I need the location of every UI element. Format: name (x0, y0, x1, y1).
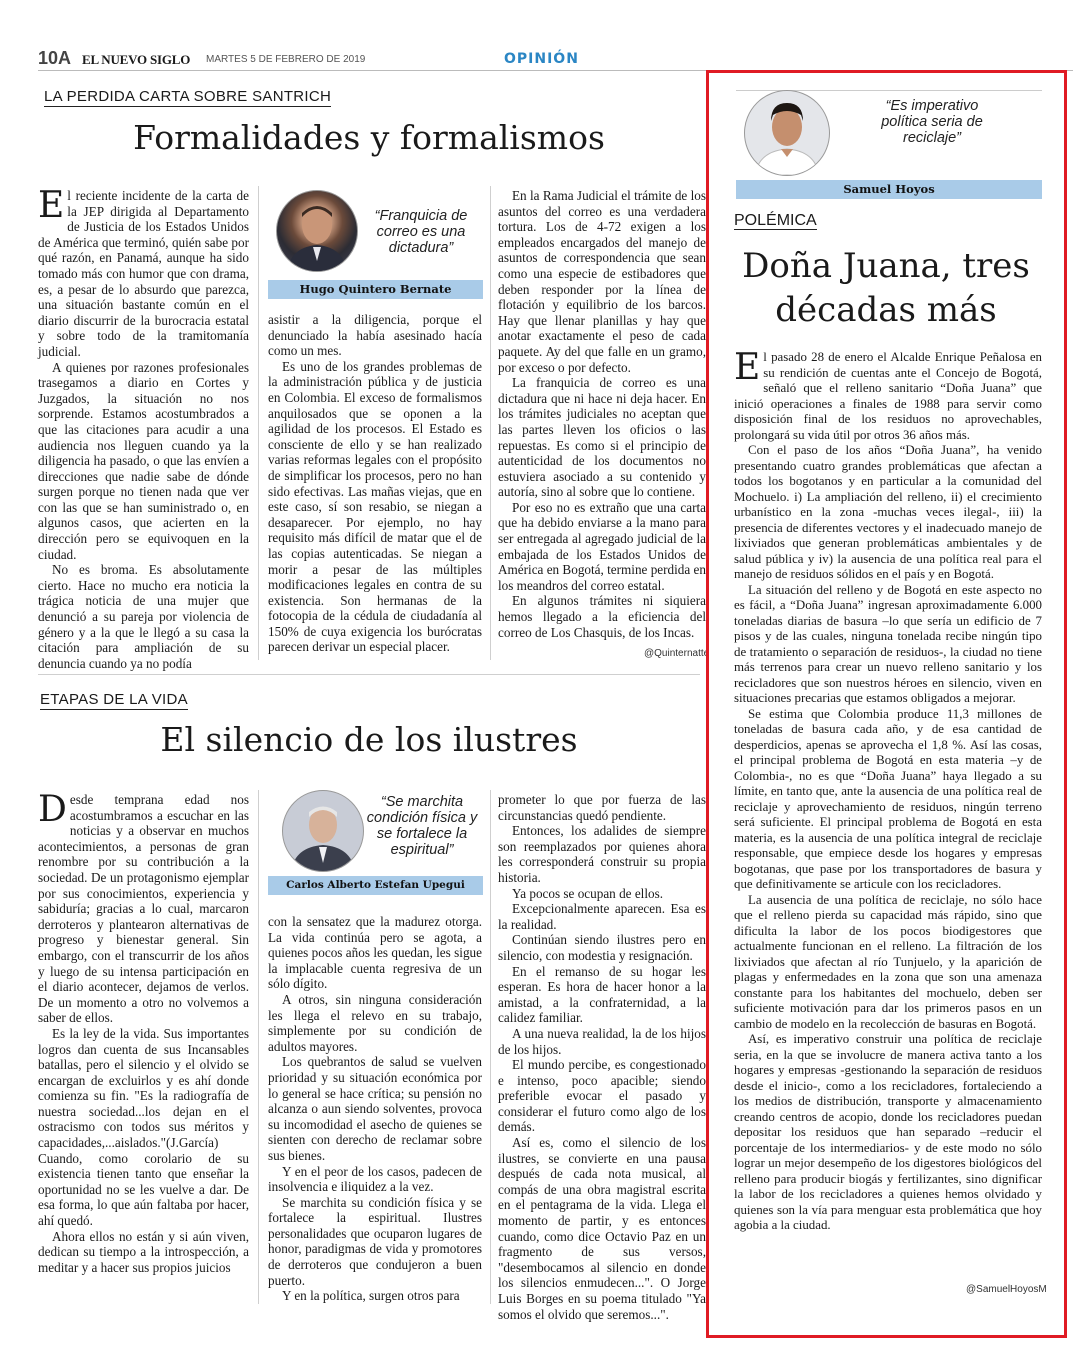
issue-date: MARTES 5 DE FEBRERO DE 2019 (206, 54, 366, 65)
paragraph: La franquicia de correo es una dictadura que ni hace ni deja hacer. En los trámites judiciales no aceptan que las partes lleven los oficios o las repuestas. Es como si el principio de autenticidad de los documentos no estuviera asociado a su contenido y autoría, sino al sobre que lo contiene. (498, 375, 706, 500)
paragraph: Ya pocos se ocupan de ellos. (512, 885, 664, 901)
author-name: Carlos Alberto Estefan Upegui (268, 876, 483, 895)
paragraph: l reciente incidente de la carta de la JEP dirigida al Departamento de Justicia de los Estados Unidos de América que terminó, quién sabe por qué razón, en Panamá, aunque ha sido tomado más con humor que con drama, es, a pesar de lo absurdo que parezca, una situación bastante común en el diario discurrir de la burocracia estatal y sobre todo de la tramitomanía judicial. (38, 188, 249, 359)
paragraph: Los quebrantos de salud se vuelven prioridad y su situación económica por lo general se hace crítica; su pensión no alcanza o aun siendo solventes, provoca su incomodidad el asecho de quienes se sienten con derecho de reclamar sobre sus bienes. (268, 1054, 482, 1163)
paragraph: Y en el peor de los casos, padecen de insolvencia e iliquidez a la vez. (268, 1163, 482, 1195)
drop-cap: D (38, 789, 67, 830)
paragraph: A quienes por razones profesionales trasegamos a diario en Cortes y Juzgados, la situación no nos sorprende. Estamos acostumbrados a que las citaciones para acudir a una audiencia nos lleguen cuando ya la diligencia ha pasado, o que las envíen a direcciones que nadie sabe de dónde surgen porque no tienen nada que ver con las que se han suministrado o, en algunos casos, que acierten en la dirección pero se equivoquen en la ciudad. (38, 359, 249, 562)
pull-quote: “Se marchita condición física y se fortalece la espiritual” (366, 794, 478, 858)
paragraph: A una nueva realidad, la de los hijos de los hijos. (498, 1025, 706, 1057)
article3-author-box (736, 90, 1042, 200)
paragraph: No es broma. Es absolutamente cierto. Hace no mucho era noticia la trágica noticia de una mujer que denunció a su pareja por violencia de género y a la que le llegó a su casa la citación para ampliación de su denuncia cuando ya no podía (38, 562, 249, 671)
paragraph: El mundo percibe, es congestionado e intenso, poco apacible; siendo preferible evocar el pasado y considerar el futuro como algo de los demás. (498, 1057, 706, 1135)
article3-kicker: POLÉMICA (734, 212, 817, 229)
author-portrait-icon (277, 191, 357, 271)
paragraph: Y en la política, surgen otros para (282, 1288, 460, 1304)
paragraph: Continúan siendo ilustres pero en silencio, con modestia y resignación. (498, 932, 706, 963)
article2-column-1 (38, 789, 249, 1300)
article1-kicker: LA PERDIDA CARTA SOBRE SANTRICH (44, 88, 332, 105)
author-handle[interactable]: @Quinternatte (644, 648, 710, 659)
author-portrait-icon (283, 791, 363, 871)
article1-column-2 (268, 312, 482, 668)
article1-author-box (268, 188, 483, 300)
paragraph: Entonces, los adalides de siempre son reemplazados por quienes ahora les corresponderá construir su propia historia. (498, 823, 706, 885)
author-handle[interactable]: @SamuelHoyosM (966, 1284, 1047, 1295)
paragraph: La ausencia de una política de reciclaje, no sólo hace que el relleno pierda su capacidad más rápido, sino que dificulta la labor de los pocos biodigestores que actualmente funcionan en el relleno. La filtración de los lixiviados que afectan al río Tunjuelo, y la aparición de plagas y enfermedades en la zona que son una amenaza constante para los habitantes del mochuelo, deben ser suficiente motivación para dar los primeros pasos en un cambio de modelo en la recolección de basuras en Bogotá. (734, 892, 1042, 1031)
author-photo (744, 90, 830, 176)
page-header (38, 48, 1073, 70)
article1-title: Formalidades y formalismos (133, 118, 605, 157)
page-number: 10A (38, 48, 72, 68)
paragraph: A otros, sin ninguna consideración les llega el relevo en su trabajo, simplemente por su condición de adultos mayores. (268, 991, 482, 1054)
paragraph: En algunos trámites ni siquiera hemos llegado a la eficiencia del correo de Los Chasquis, de los Incas. (498, 593, 706, 640)
paragraph: Excepcionalmente aparecen. Esa es la realidad. (498, 901, 706, 932)
paragraph: En el remanso de su hogar les esperan. Es hora de hacer honor a la amistad, a la confraternidad, a la calidez familiar. (498, 963, 706, 1026)
article3-body (734, 347, 1042, 1282)
title-line: décadas más (775, 290, 997, 330)
drop-cap: E (734, 347, 761, 388)
pull-quote: “Franquicia de correo es una dictadura” (374, 208, 468, 256)
pull-quote: “Es imperativo política seria de reciclaje” (881, 98, 983, 146)
article-divider (38, 674, 700, 675)
drop-cap: E (38, 185, 65, 226)
article1-column-1 (38, 185, 249, 671)
article2-column-3 (498, 792, 706, 1322)
title-line: Doña Juana, tres (742, 246, 1030, 286)
author-name: Hugo Quintero Bernate (268, 280, 483, 299)
paragraph: Ahora ellos no están y si aún viven, dedican su tiempo a la introspección, a meditar y a hacer sus propios juicios (38, 1228, 249, 1275)
paragraph: l pasado 28 de enero el Alcalde Enrique Peñalosa en su rendición de cuentas ante el Concejo de Bogotá, señaló que el relleno sanitario “Doña Juana” que inició operaciones a finales de 1988 para servir como disposición final de los residuos no aprovechables, prolongará su vida útil por otros 36 años más. (734, 350, 1042, 442)
column-rule (490, 790, 491, 1304)
author-photo (276, 190, 358, 272)
paragraph: Es la ley de la vida. Sus importantes logros dan cuenta de sus Incansables batallas, pero el silencio y el olvido se encargan de excluirlos y es ahí donde comienza su fin. "Es la radiografía de nuestra sociedad...los dejan en el ostracismo con todos sus méritos y capacidades,...aislados."(J.García) Cuando, como corolario de su existencia tienen tanto que enseñar la oportunidad no se les vuelve a dar. De esa forma, lo que aún faltaba por hacer, ahí quedó. (38, 1025, 249, 1229)
column-rule (258, 790, 259, 1304)
paragraph: esde temprana edad nos acostumbramos a escuchar en las noticias y a observar en muchos acontecimientos, a personas de gran renombre por su contribución a la sociedad. De un protagonismo ejemplar por sus conocimientos, experiencia y sabiduría; gracias a lo cual, marcaron derroteros y plantearon alternativas de progreso y bienestar general. Sin embargo, con el transcurrir de los años y luego de su intensa participación en el diario acontecer, dejamos de verlos. De un momento a otro no volvemos a saber de ellos. (38, 792, 249, 1026)
article2-kicker: ETAPAS DE LA VIDA (40, 691, 188, 708)
article3-title (716, 244, 1056, 332)
paragraph: asistir a la diligencia, porque el denunciado la había asesinado hacía como un mes. (268, 312, 482, 359)
paragraph: En la Rama Judicial el trámite de los asuntos del correo es una verdadera tortura. Los de 4-72 exigen a los empleados encargados del manejo de asuntos de correspondencia que sean como una especie de estibadores que deben responder por la línea de flotación y equilibrio de los barcos. Hay que llenar planillas y hay que anotar exactamente el peso de cada paquete. Ay del que falle en un gramo, por exceso o por defecto. (498, 188, 706, 375)
article2-column-2 (268, 914, 482, 1304)
paragraph: Se marchita su condición física y se fortalece la espiritual. Ilustres personalidades que ocuparon lugares de honor, paradigmas de vida y promotores de derroteros que condujeron a buen puerto. (268, 1194, 482, 1288)
author-photo (282, 790, 364, 872)
paragraph: prometer lo que por fuerza de las circunstancias quedó pendiente. (498, 792, 706, 823)
author-portrait-icon (745, 91, 829, 175)
paragraph: con la sensatez que la madurez otorga. La vida continúa pero se agota, a quienes pocos años les quedan, les sigue la implacable cuenta regresiva de un sólo dígito. (268, 914, 482, 992)
paragraph: Es uno de los grandes problemas de la administración pública y de justicia en Colombia. El exceso de formalismos anquilosados que se oponen a la agilidad de los procesos. El Estado es consciente de ello y se han realizado varias reformas legales con el propósito de simplificar los procesos, pero no han sido efectivas. Las mañas viejas, que en este caso, sí son resabio, se niegan a desaparecer. Por ejemplo, no hay requisito más difícil de matar que el de las copias autenticadas. Se niegan a morir a pesar de las múltiples modificaciones legales en contra de su existencia. Son hermanas de la fotocopia de la cédula de ciudadanía al 150% de cuya exigencia los burócratas parecen derivar un especial placer. (268, 358, 482, 655)
paragraph: La situación del relleno y de Bogotá en este aspecto no es fácil, a “Doña Juana” ingresan aproximadamente 6.000 toneladas diarias de basura –lo que sería un edificio de 7 pisos y de las cuales, ninguna tonelada recibe ningún tipo de tratamiento o separación de residuos-, la ciudad no tiene más terrenos para crear un nuevo relleno sanitario y los recicladores que son nuestros héroes en silencio, viven en situaciones precarias que estamos obligados a mejorar. (734, 582, 1042, 705)
article2-author-box (268, 788, 483, 898)
paragraph: Por eso no es extraño que una carta que ha debido enviarse a la mano para ser entregada al agregado judicial de la embajada de los Estados Unidos de América en Bogotá, termine perdida en los meandros del correo estatal. (498, 499, 706, 593)
paragraph: Se estima que Colombia produce 11,3 millones de toneladas de basura cada año, y de esa cantidad de desperdicios, apenas se aprovecha el 1,8 %. Así las cosas, el principal problema de Bogotá en esta materia –y de Colombia-, no es que “Doña Juana” haya llegado a su límite, en tanto que, ante la ausencia de una política real de reciclaje y aprovechamiento de residuos, ningún terreno será suficiente. El principal problema de Bogotá en esta materia, es la ausencia de una política integral de reciclaje responsable, que empiece desde los hogares y empresas bogotanas, que pase por los transportadores de basura y que definitivamente se articule con los recicladores. (734, 706, 1042, 891)
article1-column-3 (498, 188, 706, 658)
section-name: OPINIÓN (504, 51, 579, 67)
paragraph: Así es, como el silencio de los ilustres, se convierte en una pausa después de cada nota musical, al compás de una obra magistral escrita en el pentagrama de la vida. Llega el momento de partir, y es entonces cuando, como dice Octavio Paz en un fragmento de sus versos, "desembocamos al silencio en donde los silencios enmudecen...". O Jorge Luis Borges en su poema titulado "Ya somos el olvido que seremos...". (498, 1135, 706, 1322)
column-rule (258, 186, 259, 660)
paragraph: Con el paso de los años “Doña Juana”, ha venido presentando cuatro grandes problemáticas que afectan a todos los bogotanos y en particular a la comunidad del Mochuelo. i) La ampliación del relleno, ii) el crecimiento urbanístico en la zona -muchas veces ilegal-, iii) la presencia de diferentes vectores y el inadecuado manejo de lixiviados que generan problemáticas ambientales y de salud pública y iv) la ausencia de una política real para el manejo de residuos sólidos en el país y en Bogotá. (734, 443, 1042, 581)
paragraph: Así, es imperativo construir una política de reciclaje seria, en la que se involucre de manera activa tanto a los hogares y empresas -gestionando la separación de residuos desde el inicio-, como a los recicladores, fortaleciendo a los medios de distribución, transporte y almacenamiento creando centros de acopio, donde los recicladores puedan depositar los residuos que han separado –reducir el porcentaje de los intermediarios- y de este modo no sólo lograr un mejor desempeño de los digestores biológicos del relleno para producir biogás y fertilizantes, sino dignificar la labor de los recicladores a quienes hemos olvidado y quienes son la vía para menguar esta problemática que hoy agobia a la ciudad. (734, 1032, 1042, 1232)
article2-title: El silencio de los ilustres (160, 720, 578, 759)
paper-name: EL NUEVO SIGLO (82, 52, 191, 67)
author-name: Samuel Hoyos (736, 180, 1042, 199)
column-rule (490, 186, 491, 660)
